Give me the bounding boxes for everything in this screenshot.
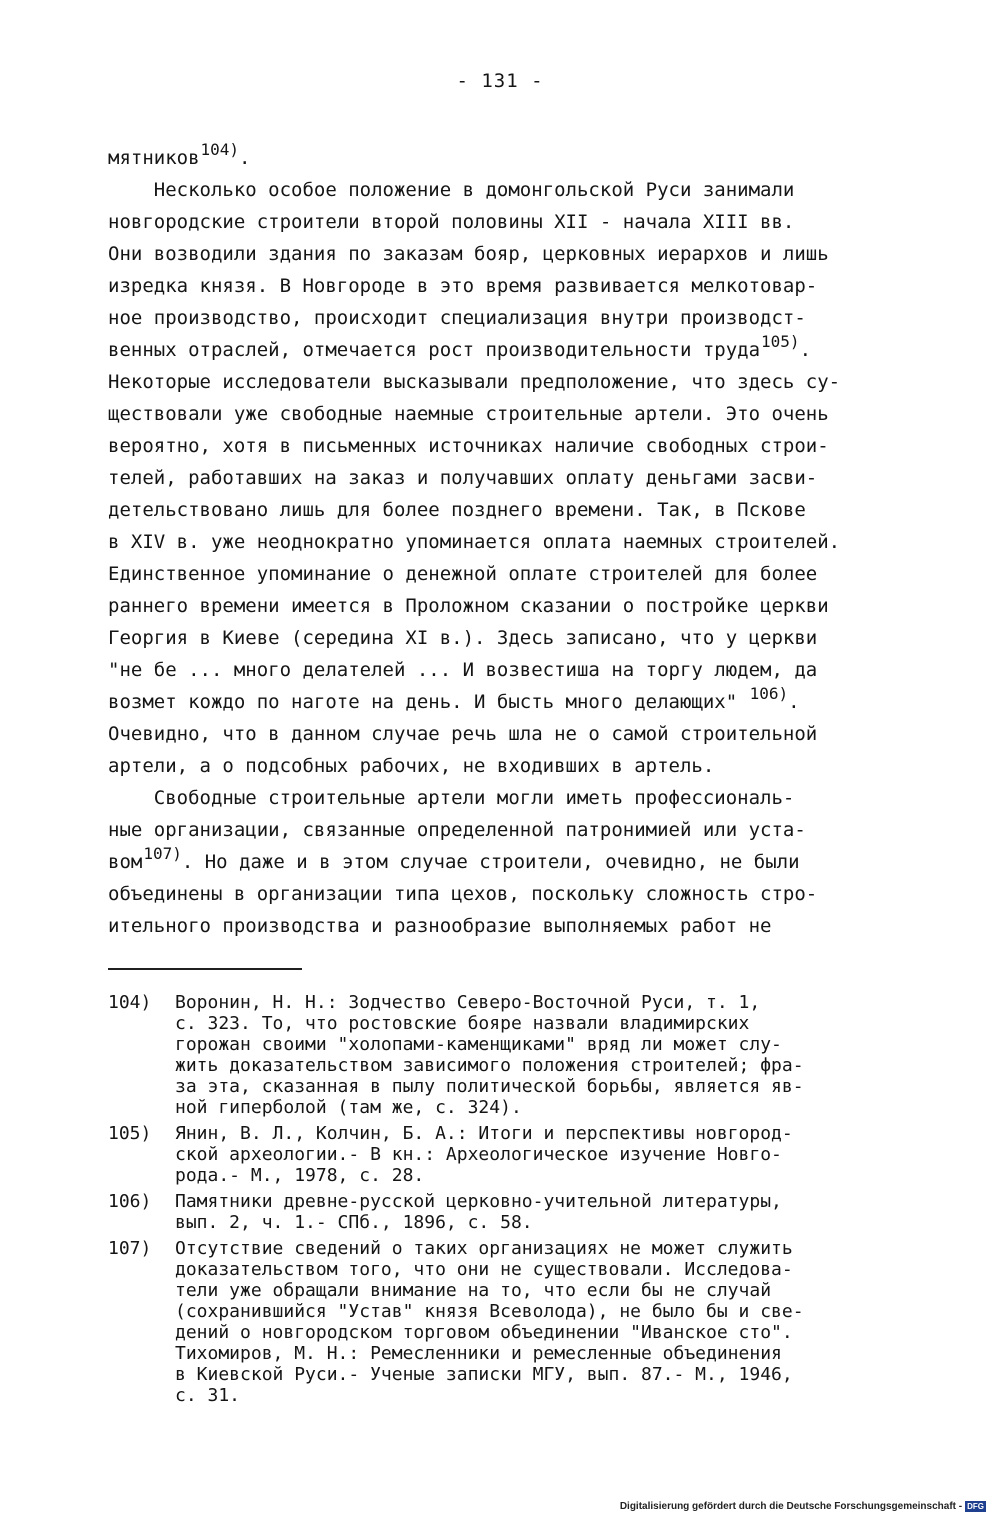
body-line: изредка князя. В Новгороде в это время развивается мелкотовар- [108, 275, 818, 297]
footnote-ref: 104) [200, 140, 240, 159]
footnote-line: Воронин, Н. Н.: Зодчество Северо-Восточной Руси, т. 1, [175, 992, 761, 1013]
body-line: телей, работавших на заказ и получавших оплату деньгами засви- [108, 467, 818, 489]
footnote-line: в Киевской Руси.- Ученые записки МГУ, вып. 87.- М., 1946, [175, 1364, 793, 1385]
body-line: раннего времени имеется в Проложном сказании о постройке церкви [108, 595, 829, 617]
footnote-number: 105) [108, 1123, 152, 1144]
body-line: вероятно, хотя в письменных источниках наличие свободных строи- [108, 435, 829, 457]
footnote-line: Янин, В. Л., Колчин, Б. А.: Итоги и перспективы новгород- [175, 1123, 793, 1144]
footnote-ref: 105) [761, 332, 800, 351]
footnote-line: дений о новгородском торговом объединении "Иванское сто". [175, 1322, 793, 1343]
body-line: в XIV в. уже неоднократно упоминается оплата наемных строителей. [108, 531, 841, 553]
body-line: Единственное упоминание о денежной оплате строителей для более [108, 563, 818, 585]
footnote-line: с. 323. То, что ростовские бояре назвали владимирских [175, 1013, 750, 1034]
body-line: ительного производства и разнообразие выполняемых работ не [108, 915, 772, 937]
body-line: Георгия в Киеве (середина XI в.). Здесь записано, что у церкви [108, 627, 818, 649]
body-line: артели, а о подсобных рабочих, не входивших в артель. [108, 755, 715, 777]
footnote-line: (сохранившийся "Устав" князя Всеволода), не было бы и све- [175, 1301, 804, 1322]
body-line: ществовали уже свободные наемные строительные артели. Это очень [108, 403, 829, 425]
body-line: "не бе ... много делателей ... И возвестиша на торгу людем, да [108, 659, 818, 681]
footnote-number: 104) [108, 992, 152, 1013]
body-line: Несколько особое положение в домонгольской Руси занимали [108, 179, 795, 201]
body-line: новгородские строители второй половины XII - начала XIII вв. [108, 211, 795, 233]
footnote-line: за эта, сказанная в пылу политической борьбы, является яв- [175, 1076, 804, 1097]
footnote-line: ной гиперболой (там же, с. 324). [175, 1097, 522, 1118]
body-line: ное производство, происходит специализация внутри производст- [108, 307, 806, 329]
footnote-line: Тихомиров, М. Н.: Ремесленники и ремесленные объединения [175, 1343, 782, 1364]
footnote-line: с. 31. [175, 1385, 241, 1406]
body-line: вом$^{107)}$. Но даже и в этом случае строители, очевидно, не были [108, 844, 800, 873]
footnote-line: вып. 2, ч. 1.- СПб., 1896, с. 58. [175, 1212, 533, 1233]
body-line: Некоторые исследователи высказывали предположение, что здесь су- [108, 371, 841, 393]
body-line: возмет кождо по наготе на день. И бысть много делающих" $^{106)}$. [108, 684, 800, 713]
dfg-logo: DFG [967, 1502, 984, 1511]
body-line: Очевидно, что в данном случае речь шла не о самой строительной [108, 723, 818, 745]
credit-text: Digitalisierung gefördert durch die Deutsche Forschungsgemeinschaft - [619, 1501, 963, 1512]
footnote-line: жить доказательством зависимого положения строителей; фра- [175, 1055, 804, 1076]
footnote-ref: 107) [143, 844, 182, 863]
footnote-divider [108, 968, 302, 970]
footnote-line: тели уже обращали внимание на то, что если бы не случай [175, 1280, 772, 1301]
digitization-credit [620, 1501, 986, 1512]
body-line: мятников$^{104)}$. [108, 140, 251, 169]
footnote-number: 106) [108, 1191, 152, 1212]
footnote-line: Памятники древне-русской церковно-учительной литературы, [175, 1191, 782, 1212]
page-number: - 131 - [456, 70, 544, 92]
footnote-number: 107) [108, 1238, 152, 1259]
body-line: венных отраслей, отмечается рост производительности труда$^{105)}$. [108, 332, 812, 361]
footnote-line: ской археологии.- В кн.: Археологическое изучение Новго- [175, 1144, 782, 1165]
body-line: Свободные строительные артели могли иметь профессиональ- [108, 787, 795, 809]
footnote-line: рода.- М., 1978, с. 28. [175, 1165, 425, 1186]
body-line: детельствовано лишь для более позднего времени. Так, в Пскове [108, 499, 806, 521]
footnote-line: горожан своими "холопами-каменщиками" вряд ли может слу- [175, 1034, 782, 1055]
body-line: Они возводили здания по заказам бояр, церковных иерархов и лишь [108, 243, 829, 265]
footnote-ref: 106) [749, 684, 789, 703]
footnote-line: доказательством того, что они не существовали. Исследова- [175, 1259, 793, 1280]
footnote-line: Отсутствие сведений о таких организациях не может служить [175, 1238, 793, 1259]
body-line: ные организации, связанные определенной патронимией или уста- [108, 819, 806, 841]
body-line: объединены в организации типа цехов, поскольку сложность стро- [108, 883, 818, 905]
